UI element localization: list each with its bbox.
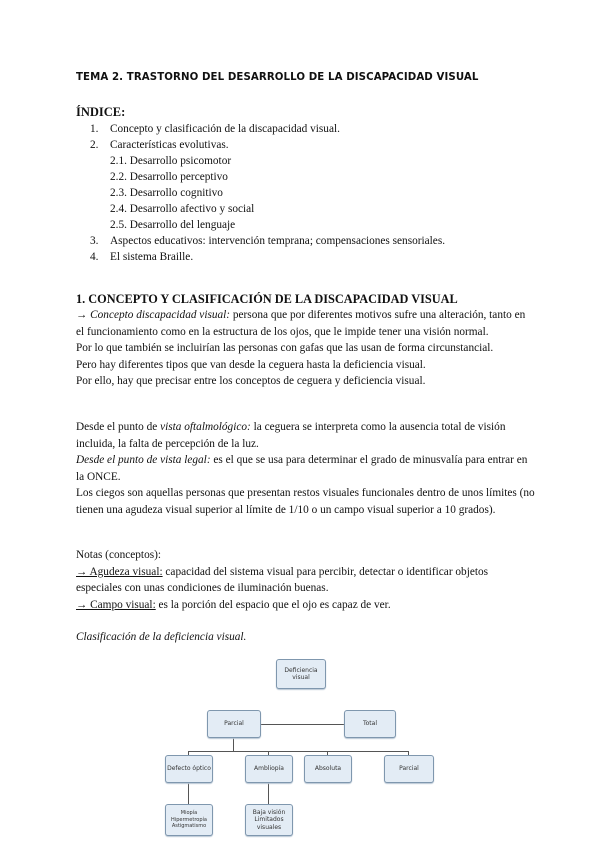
paragraph: Por lo que también se incluirían las personas con gafas que las usan de forma circunstancial. (76, 342, 494, 354)
paragraph: Desde el punto de vista legal: es el que se usa para determinar el grado de minusvalía para entrar en la ONCE. (76, 454, 528, 483)
index-subitem: 2.4. Desarrollo afectivo y social (110, 203, 255, 215)
node-optical-defect: Defecto óptico (165, 755, 213, 783)
note: → Campo visual: es la porción del espacio que el ojo es capaz de ver. (76, 598, 391, 611)
notes-block (76, 547, 536, 613)
index-item-number: 4. (90, 251, 99, 263)
term: Desde el punto de vista legal: (76, 454, 211, 466)
node-refractive-errors: Miopía Hipermetropía Astigmatismo (165, 804, 213, 836)
index-item-text: Concepto y clasificación de la discapacidad visual. (110, 123, 340, 135)
term: → Campo visual: (76, 598, 156, 611)
notes-heading: Notas (conceptos): (76, 549, 162, 561)
definition-paragraph: → Concepto discapacidad visual: persona que por diferentes motivos sufre una alteración, tanto en el funcionamiento como en la estructura de los ojos, que le impide tener una visión normal. (76, 309, 526, 338)
index-item-text: Características evolutivas. (110, 139, 229, 151)
classification-title: Clasificación de la deficiencia visual. (76, 631, 247, 643)
index-subitem: 2.2. Desarrollo perceptivo (110, 171, 228, 183)
connector-line (268, 782, 269, 804)
index-item-text: Aspectos educativos: intervención temprana; compensaciones sensoriales. (110, 235, 446, 247)
index-item-number: 3. (90, 235, 99, 247)
node-low-vision: Baja visión Limitados visuales (245, 804, 293, 836)
node-total: Total (344, 710, 396, 738)
index-item (90, 250, 193, 264)
document-title: TEMA 2. TRASTORNO DEL DESARROLLO DE LA DISCAPACIDAD VISUAL (76, 72, 479, 83)
index-subitem: 2.1. Desarrollo psicomotor (110, 155, 232, 167)
index-subitem: 2.3. Desarrollo cognitivo (110, 187, 223, 199)
index-item (90, 138, 229, 152)
node-root: Deficiencia visual (276, 659, 326, 689)
connector-line (188, 751, 409, 752)
connector-line (233, 737, 234, 751)
index-item (90, 234, 445, 248)
term: → Agudeza visual: (76, 565, 163, 578)
criteria-block (76, 419, 536, 518)
paragraph: Los ciegos son aquellas personas que presentan restos visuales funcionales dentro de unos límites (no tienen una agudeza visual superior al límite de 1/10 o un campo visual superior a 10 grados). (76, 487, 535, 516)
term: Concepto discapacidad visual: (90, 309, 231, 321)
term: vista oftalmológico: (160, 421, 251, 433)
note: → Agudeza visual: capacidad del sistema visual para percibir, detectar o identificar objetos especiales con unas condiciones de iluminación buenas. (76, 565, 489, 594)
node-amblyopia: Ambliopía (245, 755, 293, 783)
paragraph: Pero hay diferentes tipos que van desde la ceguera hasta la deficiencia visual. (76, 358, 426, 371)
definition-block (76, 307, 536, 390)
node-partial: Parcial (207, 710, 261, 738)
index-item-number: 1. (90, 123, 99, 135)
connector-line (188, 782, 189, 804)
paragraph: Por ello, hay que precisar entre los conceptos de ceguera y deficiencia visual. (76, 375, 426, 387)
index-item-number: 2. (90, 139, 99, 151)
arrow-icon: → (76, 309, 88, 321)
connector-line (260, 724, 344, 725)
index-subitem: 2.5. Desarrollo del lenguaje (110, 219, 236, 231)
index-heading: ÍNDICE: (76, 105, 126, 119)
index-item-text: El sistema Braille. (110, 251, 194, 263)
index-item (90, 122, 340, 136)
paragraph: Desde el punto de vista oftalmológico: la ceguera se interpreta como la ausencia total de visión incluida, la falta de percepción de la luz. (76, 421, 506, 450)
section-heading: 1. CONCEPTO Y CLASIFICACIÓN DE LA DISCAPACIDAD VISUAL (76, 292, 458, 306)
node-partial-total: Parcial (384, 755, 434, 783)
node-absolute: Absoluta (304, 755, 352, 783)
